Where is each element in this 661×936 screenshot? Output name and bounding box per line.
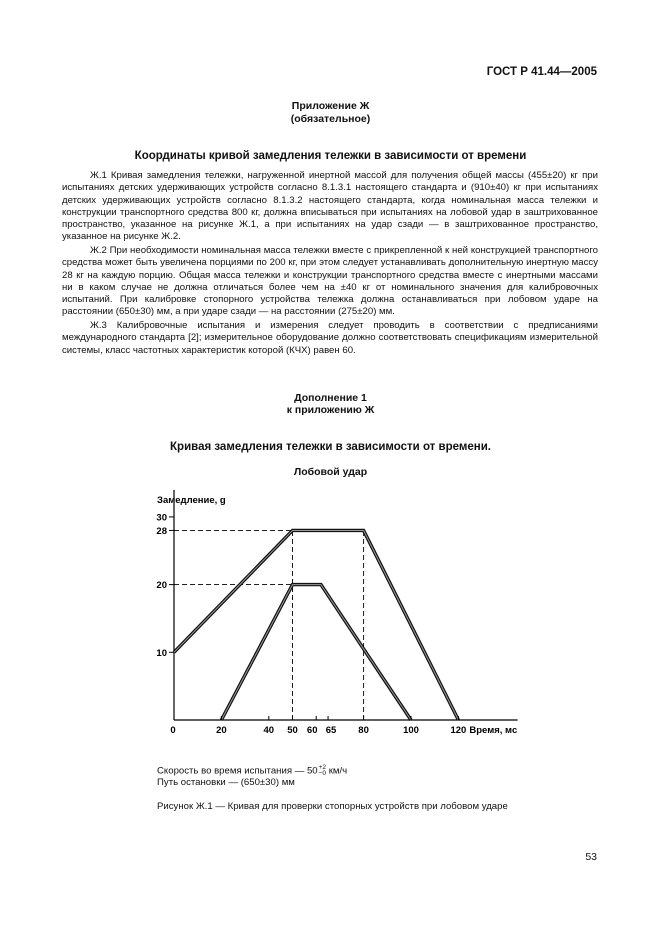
y-tick-label-10: 10 (156, 647, 167, 659)
y-tick-label-28: 28 (156, 525, 167, 537)
speed-note-text: Скорость во время испытания — 50 (157, 765, 318, 777)
x-tick-label-65: 65 (325, 725, 337, 736)
series-2-line (221, 585, 411, 720)
x-tick-label-40: 40 (263, 725, 275, 736)
x-tick-label-0: 0 (170, 725, 176, 736)
speed-tolerance-plus: +2 (318, 764, 327, 771)
speed-tolerance (319, 765, 326, 777)
paragraph-zh3: Ж.3 Калибровочные испытания и измерения следует проводить в соответствии с предписаниями международного стандарта [2]; измерительное оборудование должно соответствовать спецификациям измерительной системы, класс частотных характеристик которой (КЧХ) равен 60. (62, 320, 598, 356)
x-tick-label-80: 80 (358, 725, 369, 736)
paragraph-zh1: Ж.1 Кривая замедления тележки, нагруженной инертной массой для получения общей массы (455±20) кг при испытаниях детских удерживающих устройств согласно 8.1.3.1 настоящего стандарта и (910±40) кг при испытаниях детских удерживающих устройств согласно 8.1.3.2 настоящего стандарта, когда номинальная масса тележки и конструкции транспортного средства 800 кг, должна вписываться при испытаниях на лобовой удар в заштрихованное пространство, указанное на рисунке Ж.1, а при испытаниях на удар сзади — в заштрихованное пространство, указанное на рисунке Ж.2. (62, 170, 598, 243)
figure-caption: Рисунок Ж.1 — Кривая для проверки стопорных устройств при лобовом ударе (157, 801, 508, 812)
supplement-heading: Кривая замедления тележки в зависимости от времени. (170, 441, 491, 453)
x-tick-label-20: 20 (216, 725, 227, 736)
annex-title: Приложение Ж (291, 100, 370, 112)
paragraph-zh2: Ж.2 При необходимости номинальная масса тележки вместе с прикрепленной к ней конструкцией транспортного средства может быть увеличена порциями по 200 кг, при этом следует устанавливать дополнительную инертную массу 28 кг на каждую порцию. Общая масса тележки и конструкции транспортного средства вместе с инертными массами ни в каком случае не должна отличаться более чем на ±40 кг от номинального значения для калибровочных испытаний. При калибровке стопорного устройства тележка должна останавливаться при лобовом ударе на расстоянии (650±30) мм, а при ударе сзади — на расстоянии (275±20) мм. (62, 245, 598, 318)
y-tick-label-20: 20 (156, 580, 167, 592)
page-number: 53 (585, 851, 597, 863)
distance-note: Путь остановки — (650±30) мм (157, 777, 295, 788)
x-tick-label-50: 50 (287, 725, 298, 736)
annex-status: (обязательное) (290, 113, 371, 125)
speed-tolerance-minus: −0 (318, 770, 327, 777)
supplement-title: Дополнение 1 (294, 392, 367, 404)
speed-unit: км/ч (328, 765, 348, 777)
series-1-line (174, 530, 458, 720)
x-axis-label: Время, мс (469, 725, 518, 736)
x-tick-label-120: 120 (450, 725, 467, 736)
annex-heading: Координаты кривой замедления тележки в зависимости от времени (134, 150, 527, 162)
document-code: ГОСТ Р 41.44—2005 (486, 66, 597, 78)
supplement-subtitle: к приложению Ж (286, 404, 375, 416)
series-1-core (174, 530, 458, 720)
chart-subheading: Лобовой удар (293, 466, 368, 478)
x-tick-label-60: 60 (306, 725, 318, 736)
y-axis-label: Замедление, g (157, 495, 226, 506)
y-tick-label-30: 30 (156, 512, 167, 524)
series-2-core (221, 585, 411, 720)
x-tick-label-100: 100 (403, 725, 419, 736)
